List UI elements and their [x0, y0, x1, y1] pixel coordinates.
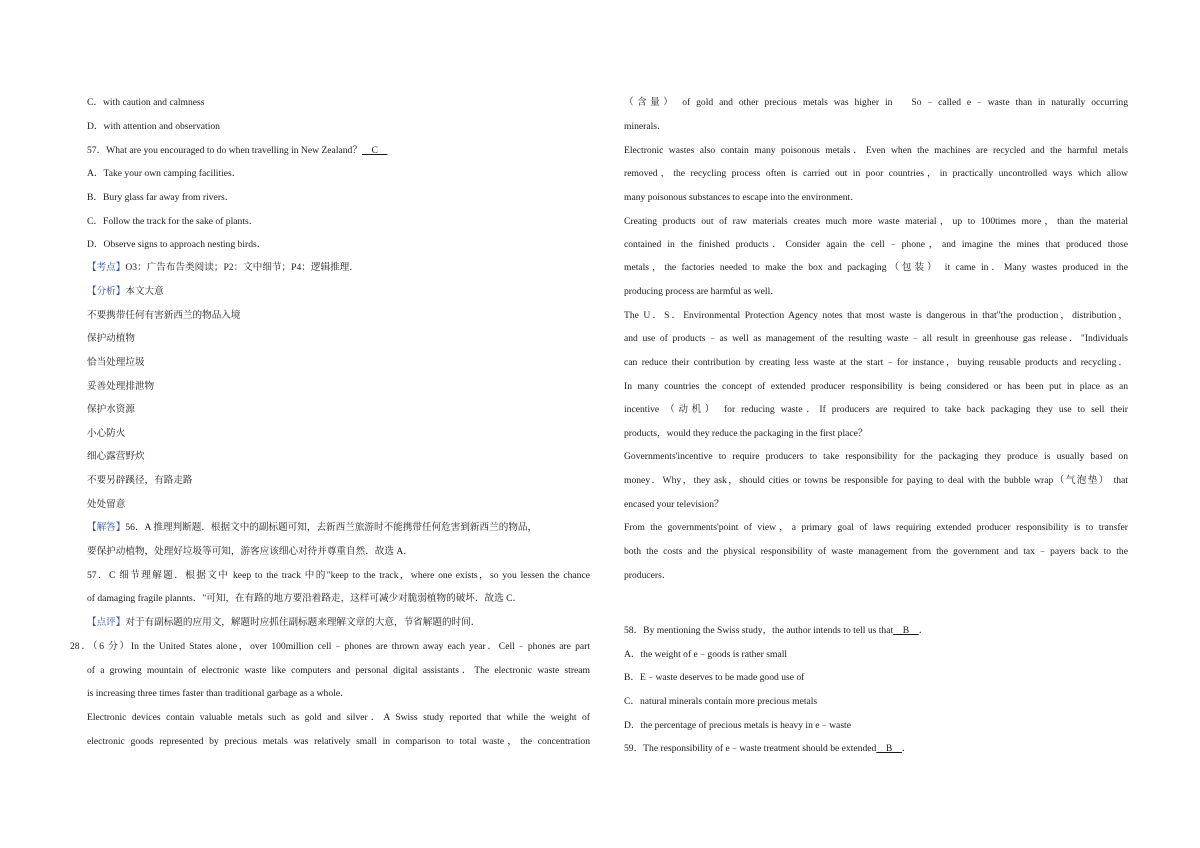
question-57-answer: C	[361, 145, 388, 156]
summary-line-3: 恰当处理垃圾	[87, 357, 145, 368]
passage-line-r7: contained in the finished products．Consider again the cell﹣phone，and imagine the mines that produced those	[624, 239, 1128, 250]
passage-line-r6: Creating products out of raw materials creates much more waste material，up to 100times more，than the material	[624, 216, 1128, 227]
summary-line-1: 不要携带任何有害新西兰的物品入境	[87, 310, 241, 321]
passage-line-r16: Governments'incentive to require producers to take responsibility for the packaging they produce is usually based on	[624, 451, 1128, 462]
question-57	[87, 145, 590, 157]
summary-line-6: 小心防火	[87, 428, 126, 439]
passage-28-line-1: 28．（6 分）In the United States alone，over 100million cell﹣phones are thrown away each year．Cell﹣phones are part	[70, 641, 590, 652]
passage-28-line-4: Electronic devices contain valuable metals such as gold and silver．A Swiss study reported that while the weight of	[87, 712, 590, 723]
option-c-58: C．natural minerals contain more precious metals	[624, 696, 818, 707]
passage-line-r2: minerals．	[624, 121, 667, 132]
question-59	[624, 743, 1128, 755]
summary-line-8: 不要另辟蹊径，有路走路	[87, 475, 193, 486]
fenxi-tag: 【分析】	[87, 286, 126, 297]
passage-line-r9: producing process are harmful as well．	[624, 286, 780, 297]
option-b-57: B．Bury glass far away from rivers．	[87, 192, 235, 203]
question-58-answer: B	[893, 625, 919, 636]
question-59-end: ．	[901, 743, 912, 754]
summary-line-9: 处处留意	[87, 499, 126, 510]
option-a-57: A．Take your own camping facilities．	[87, 168, 242, 179]
passage-line-r1: （含量） of gold and other precious metals was higher in So﹣called e﹣waste than in naturally occurring	[624, 97, 1128, 108]
dianping-line	[87, 617, 590, 629]
summary-line-7: 细心露营野炊	[87, 451, 145, 462]
option-a-58: A．the weight of e﹣goods is rather small	[624, 649, 788, 660]
passage-line-r20: both the costs and the physical responsibility of waste management from the government and tax﹣payers back to the	[624, 546, 1128, 557]
answer-57-line-1: 57．C 细节理解题．根据文中 keep to the track 中的"keep to the track，where one exists，so you lessen the chance	[87, 570, 590, 581]
option-d-56: D．with attention and observation	[87, 121, 220, 132]
passage-line-r19: From the governments'point of view，a primary goal of laws requiring extended producer responsibility is to transfer	[624, 522, 1128, 533]
jieda-tag: 【解答】	[87, 522, 126, 533]
passage-line-r12: can reduce their contribution by creating less waste at the start﹣for instance，buying reusable products and recycling．	[624, 357, 1128, 368]
jieda-line-2: 要保护动植物，处理好垃圾等可知，游客应该细心对待并尊重自然．故选 A．	[87, 546, 413, 557]
fenxi-text: 本文大意	[125, 286, 164, 297]
passage-line-r5: many poisonous substances to escape into the environment．	[624, 192, 860, 203]
jieda-line	[87, 522, 590, 534]
question-58	[624, 625, 1128, 637]
passage-line-r11: and use of products﹣as well as management of the resulting waste﹣all result in greenhouse gas release．"Individuals	[624, 333, 1128, 344]
kaodian-text: O3：广告布告类阅读；P2：文中细节；P4：逻辑推理．	[125, 262, 359, 273]
passage-line-r4: removed，the recycling process often is carried out in poor countries，in practically uncontrolled ways which allow	[624, 168, 1128, 179]
summary-line-2: 保护动植物	[87, 333, 135, 344]
option-c-56: C．with caution and calmness	[87, 97, 205, 108]
passage-line-r18: encased your television？	[624, 499, 724, 510]
question-59-text: 59．The responsibility of e﹣waste treatment should be extended	[624, 743, 877, 754]
option-d-57: D．Observe signs to approach nesting birds．	[87, 239, 267, 250]
passage-line-r15: products，would they reduce the packaging in the first place？	[624, 428, 868, 439]
summary-line-5: 保护水资源	[87, 404, 135, 415]
passage-28-line-3: is increasing three times faster than traditional garbage as a whole．	[87, 688, 350, 699]
answer-57-line-2: of damaging fragile plannts．"可知，在有路的地方要沿着路走，这样可减少对脆弱植物的破坏．故选 C．	[87, 593, 523, 604]
summary-line-4: 妥善处理排泄物	[87, 381, 155, 392]
question-57-text: 57．What are you encouraged to do when travelling in New Zealand？	[87, 145, 362, 156]
dianping-tag: 【点评】	[87, 617, 126, 628]
passage-line-r13: In many countries the concept of extended producer responsibility is being considered or has been put in place as an	[624, 381, 1128, 392]
dianping-text: 对于有副标题的应用文，解题时应抓住副标题来理解文章的大意，节省解题的时间．	[125, 617, 481, 628]
question-58-text: 58．By mentioning the Swiss study，the author intends to tell us that	[624, 625, 894, 636]
passage-line-r14: incentive （动机） for reducing waste．If producers are required to take back packaging they use to sell their	[624, 404, 1128, 415]
question-58-end: ．	[918, 625, 929, 636]
kaodian-line	[87, 262, 590, 274]
fenxi-line	[87, 286, 590, 298]
option-b-58: B．E﹣waste deserves to be made good use of	[624, 672, 805, 683]
passage-line-r17: money．Why，they ask，should cities or towns be responsible for paying to deal with the bubble wrap（气泡垫） that	[624, 475, 1128, 486]
option-d-58: D．the percentage of precious metals is heavy in e﹣waste	[624, 720, 851, 731]
passage-line-r3: Electronic wastes also contain many poisonous metals．Even when the machines are recycled and the harmful metals	[624, 145, 1128, 156]
passage-line-r8: metals，the factories needed to make the box and packaging（包装） it came in．Many wastes produced in the	[624, 262, 1128, 273]
passage-line-r10: The U．S．Environmental Protection Agency notes that most waste is dangerous in that"the production，distribution，	[624, 310, 1128, 321]
kaodian-tag: 【考点】	[87, 262, 126, 273]
passage-line-r21: producers．	[624, 570, 672, 581]
option-c-57: C．Follow the track for the sake of plants．	[87, 216, 259, 227]
passage-28-line-5: electronic goods represented by precious metals was relatively small in comparison to total waste，the concentration	[87, 736, 590, 747]
question-59-answer: B	[876, 743, 902, 754]
passage-28-line-2: of a growing mountain of electronic waste like computers and personal digital assistants．The electronic waste stream	[87, 665, 590, 676]
jieda-text: 56．A 推理判断题．根据文中的副标题可知，去新西兰旅游时不能携带任何危害到新西兰的物品，	[125, 522, 538, 533]
